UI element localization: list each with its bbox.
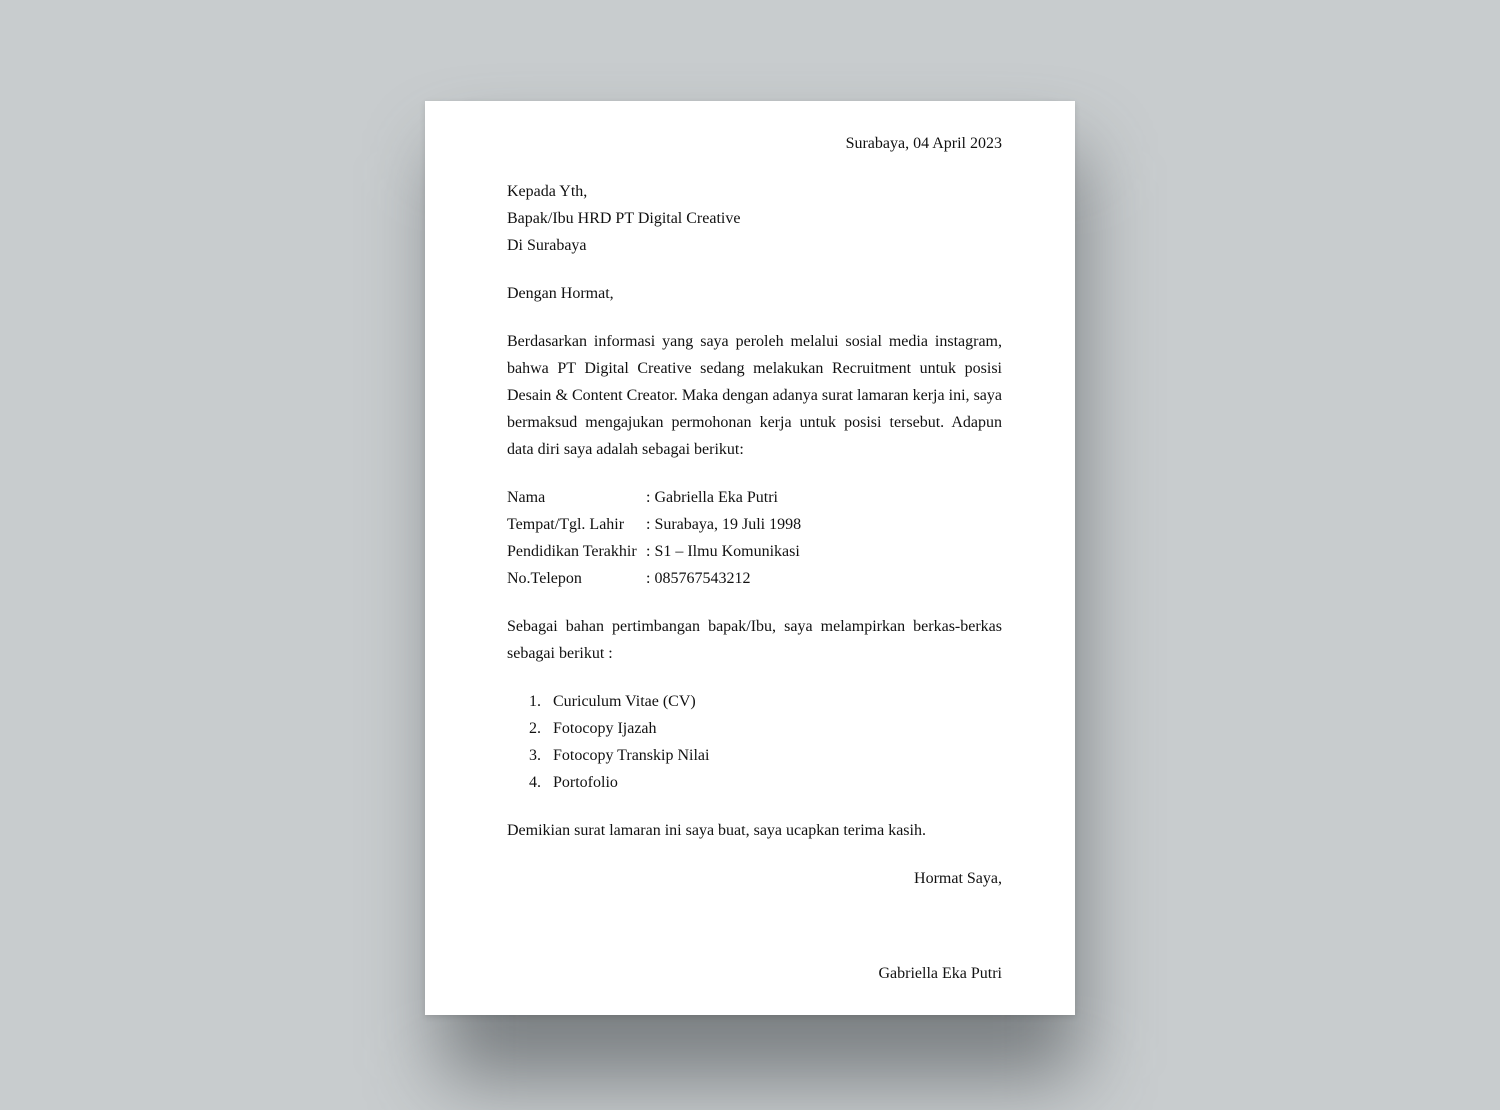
list-item [507,688,696,715]
letter-page [425,101,1075,1015]
list-text: Curiculum Vitae (CV) [553,693,696,710]
closing-sentence: Demikian surat lamaran ini saya buat, saya ucapkan terima kasih. [507,822,926,839]
recipient-line: Kepada Yth, [507,183,588,200]
list-item [507,715,657,742]
personal-data-value: : Gabriella Eka Putri [646,489,778,506]
list-item [507,769,618,796]
intro-paragraph: Berdasarkan informasi yang saya peroleh melalui sosial media instagram, bahwa PT Digital Creative sedang melakukan Recruitment untuk posisi Desain & Content Creator. Maka dengan adanya surat lamaran kerja ini, saya bermaksud mengajukan permohonan kerja untuk posisi tersebut. Adapun data diri saya adalah sebagai berikut: [507,333,1002,458]
recipient-line: Di Surabaya [507,237,587,254]
list-number: 1. [529,693,541,710]
list-number: 2. [529,720,541,737]
personal-data-row [507,565,750,592]
personal-data-row [507,511,801,538]
personal-data-label: No.Telepon [507,570,582,587]
personal-data-value: : 085767543212 [646,570,751,587]
list-text: Portofolio [553,774,618,791]
letter-date: Surabaya, 04 April 2023 [845,135,1002,152]
list-item [507,742,709,769]
sign-off: Hormat Saya, [914,870,1002,887]
personal-data-row [507,538,800,565]
personal-data-label: Nama [507,489,546,506]
personal-data-value: : S1 – Ilmu Komunikasi [646,543,800,560]
recipient-line: Bapak/Ibu HRD PT Digital Creative [507,210,741,227]
list-number: 4. [529,774,541,791]
list-number: 3. [529,747,541,764]
personal-data-label: Pendidikan Terakhir [507,543,637,560]
list-text: Fotocopy Ijazah [553,720,657,737]
personal-data-value: : Surabaya, 19 Juli 1998 [646,516,802,533]
list-text: Fotocopy Transkip Nilai [553,747,710,764]
personal-data-row [507,484,778,511]
personal-data-label: Tempat/Tgl. Lahir [507,516,625,533]
salutation: Dengan Hormat, [507,285,614,302]
signer-name: Gabriella Eka Putri [878,965,1002,982]
attachments-intro: Sebagai bahan pertimbangan bapak/Ibu, saya melampirkan berkas-berkas sebagai berikut : [507,618,1002,662]
